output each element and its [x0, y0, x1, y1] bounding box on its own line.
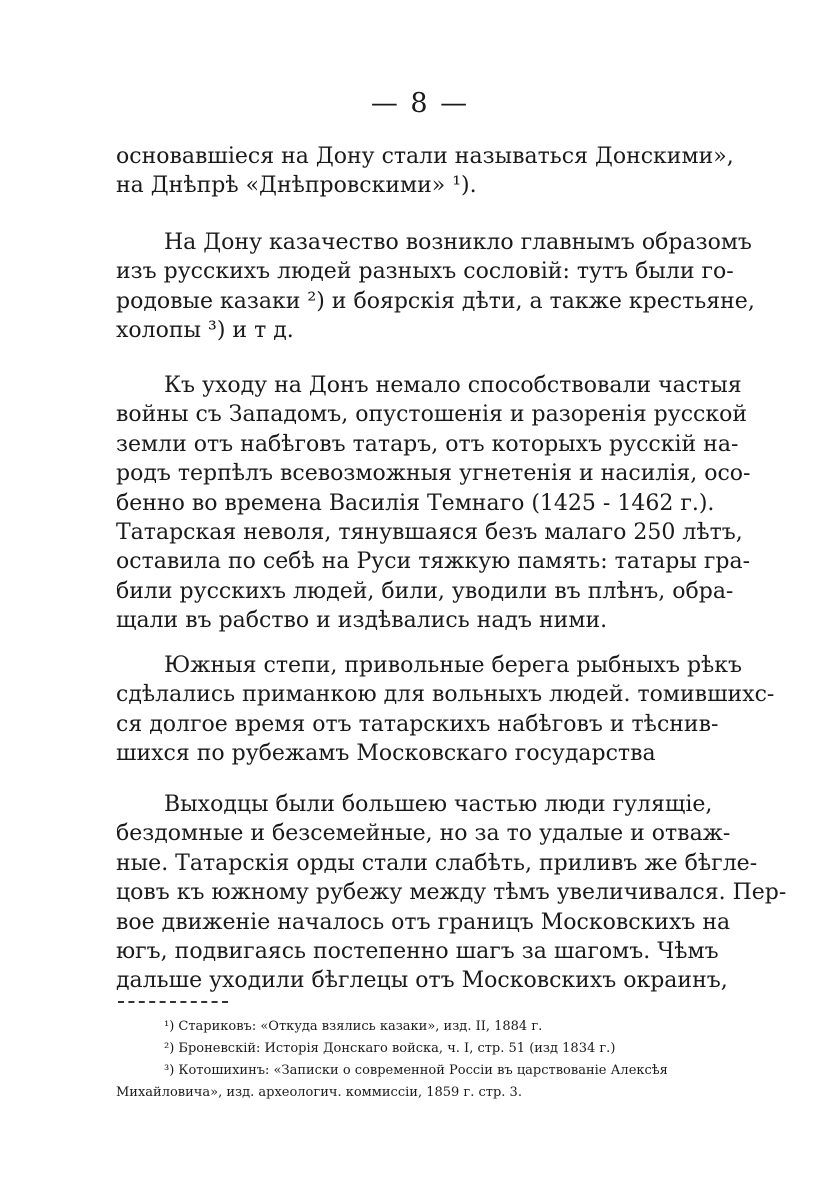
text-line: били русскихъ людей, били, уводили въ плѣнъ, обра- [116, 578, 734, 604]
paragraph-1 [116, 142, 734, 201]
footnote-1: ¹) Стариковъ: «Откуда взялись казаки», изд. II, 1884 г. [164, 1019, 543, 1034]
text-line: Южныя степи, привольные берега рыбныхъ рѣкъ [164, 653, 743, 678]
text-line: ные. Татарскія орды стали слабѣть, приливъ же бѣгле- [116, 850, 758, 876]
text-line: вое движеніе началось отъ границъ Московскихъ на [116, 909, 731, 935]
text-line: оставила по себѣ на Руси тяжкую память: татары гра- [116, 549, 751, 575]
paragraph-5 [116, 790, 787, 996]
text-line: изъ русскихъ людей разныхъ сословій: тутъ были го- [116, 259, 734, 285]
text-line: дальше уходили бѣглецы отъ Московскихъ окраинъ, [116, 968, 728, 994]
footnote-separator [118, 1001, 228, 1003]
text-line: югъ, подвигаясь постепенно шагъ за шагомъ. Чѣмъ [116, 939, 719, 965]
text-line: бездомные и безсемейные, но за то удалые и отваж- [116, 821, 731, 847]
text-line: шихся по рубежамъ Московскаго государства [116, 741, 656, 767]
text-line: родовые казаки ²) и боярскія дѣти, а также крестьяне, [116, 288, 755, 314]
text-line: щали въ рабство и издѣвались надъ ними. [116, 608, 608, 634]
page-number: — 8 — [370, 88, 470, 119]
footnote-3-continued: Михайловича», изд. археологич. коммиссіи, 1859 г. стр. 3. [116, 1085, 522, 1100]
paragraph-2 [116, 228, 755, 346]
footnote-2: ²) Броневскій: Исторія Донскаго войска, ч. I, стр. 51 (изд 1834 г.) [164, 1041, 616, 1056]
text-line: холопы ³) и т д. [116, 318, 294, 344]
text-line: земли отъ набѣговъ татаръ, отъ которыхъ русскій на- [116, 431, 739, 457]
text-line: цовъ къ южному рубежу между тѣмъ увеличивался. Пер- [116, 880, 787, 906]
text-line: На Дону казачество возникло главнымъ образомъ [164, 230, 752, 255]
paragraph-3 [116, 371, 751, 636]
text-line: бенно во времена Василія Темнаго (1425 - 1462 г.). [116, 490, 715, 516]
footnote-3: ³) Котошихинъ: «Записки о современной Россіи въ царствованіе Алексѣя [164, 1063, 668, 1078]
footnotes [116, 1016, 710, 1104]
text-line: на Днѣпрѣ «Днѣпровскими» ¹). [116, 173, 477, 199]
text-line: ся долгое время отъ татарскихъ набѣговъ и тѣснив- [116, 711, 719, 737]
text-line: основавшіеся на Дону стали называться Донскими», [116, 144, 734, 169]
text-line: Къ уходу на Донъ немало способствовали частыя [164, 373, 742, 398]
text-line: Татарская неволя, тянувшаяся безъ малаго 250 лѣтъ, [116, 520, 743, 546]
text-line: войны съ Западомъ, опустошенія и разоренія русской [116, 402, 747, 428]
text-line: Выходцы были большею частью люди гулящіе, [164, 792, 713, 817]
text-line: родъ терпѣлъ всевозможныя угнетенія и насилія, осо- [116, 461, 751, 487]
paragraph-4 [116, 651, 775, 769]
text-line: сдѣлались приманкою для вольныхъ людей. томившихс- [116, 682, 775, 708]
